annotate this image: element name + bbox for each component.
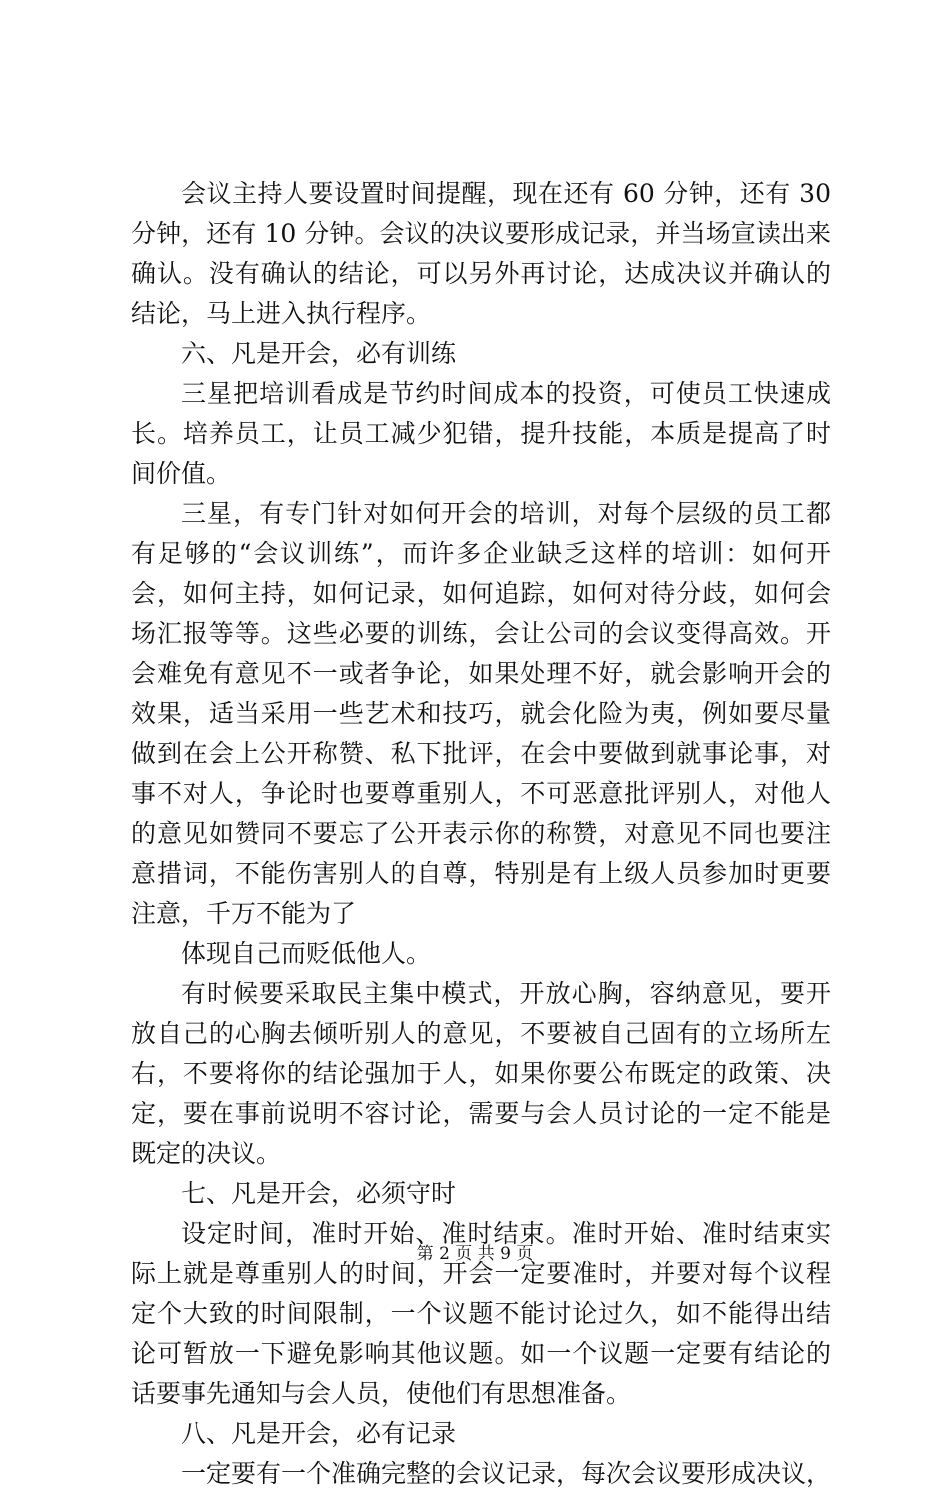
text-line: 三星把培训看成是节约时间成本的投资，可使员工快速成	[181, 379, 831, 408]
text-line: 既定的决议。	[131, 1139, 282, 1168]
text-line: 话要事先通知与会人员，使他们有思想准备。	[131, 1379, 632, 1408]
text-line: 确认。没有确认的结论，可以另外再讨论，达成决议并确认的	[131, 259, 831, 288]
text-line: 会难免有意见不一或者争论，如果处理不好，就会影响开会的	[131, 659, 831, 688]
text-line: 效果，适当采用一些艺术和技巧，就会化险为夷，例如要尽量	[131, 699, 831, 728]
text-line: 长。培养员工，让员工减少犯错，提升技能，本质是提高了时	[131, 419, 831, 448]
text-line: 注意，千万不能为了	[131, 899, 357, 928]
text-line: 场汇报等等。这些必要的训练，会让公司的会议变得高效。开	[131, 619, 831, 648]
text-line: 三星，有专门针对如何开会的培训，对每个层级的员工都	[181, 499, 831, 528]
text-line: 际上就是尊重别人的时间，开会一定要准时，并要对每个议程	[131, 1259, 831, 1288]
text-line: 定，要在事前说明不容讨论，需要与会人员讨论的一定不能是	[131, 1099, 831, 1128]
document-body	[131, 174, 831, 1494]
page-number-footer: 第 2 页 共 9 页	[416, 1244, 534, 1264]
text-line: 有时候要采取民主集中模式，开放心胸，容纳意见，要开	[181, 979, 831, 1008]
text-line: 结论，马上进入执行程序。	[131, 299, 432, 328]
text-line: 设定时间，准时开始、准时结束。准时开始、准时结束实	[181, 1219, 831, 1248]
text-line: 有足够的“会议训练”，而许多企业缺乏这样的培训：如何开	[131, 539, 831, 568]
section-heading: 七、凡是开会，必须守时	[181, 1179, 457, 1208]
text-line: 一定要有一个准确完整的会议记录，每次会议要形成决议，	[181, 1459, 831, 1488]
text-line: 间价值。	[131, 459, 232, 488]
text-line: 事不对人，争论时也要尊重别人，不可恶意批评别人，对他人	[131, 779, 831, 808]
text-line: 右，不要将你的结论强加于人，如果你要公布既定的政策、决	[131, 1059, 831, 1088]
text-line: 会，如何主持，如何记录，如何追踪，如何对待分歧，如何会	[131, 579, 831, 608]
section-heading: 八、凡是开会，必有记录	[181, 1419, 457, 1448]
text-line: 的意见如赞同不要忘了公开表示你的称赞，对意见不同也要注	[131, 819, 831, 848]
text-line: 定个大致的时间限制，一个议题不能讨论过久，如不能得出结	[131, 1299, 831, 1328]
text-line: 意措词，不能伤害别人的自尊，特别是有上级人员参加时更要	[131, 859, 831, 888]
text-line: 论可暂放一下避免影响其他议题。如一个议题一定要有结论的	[131, 1339, 831, 1368]
text-line: 分钟，还有 10 分钟。会议的决议要形成记录，并当场宣读出来	[131, 219, 831, 248]
text-line: 体现自己而贬低他人。	[181, 939, 432, 968]
text-line: 做到在会上公开称赞、私下批评，在会中要做到就事论事，对	[131, 739, 831, 768]
text-line: 会议主持人要设置时间提醒，现在还有 60 分钟，还有 30	[181, 179, 831, 208]
text-line: 放自己的心胸去倾听别人的意见，不要被自己固有的立场所左	[131, 1019, 831, 1048]
section-heading: 六、凡是开会，必有训练	[181, 339, 457, 368]
